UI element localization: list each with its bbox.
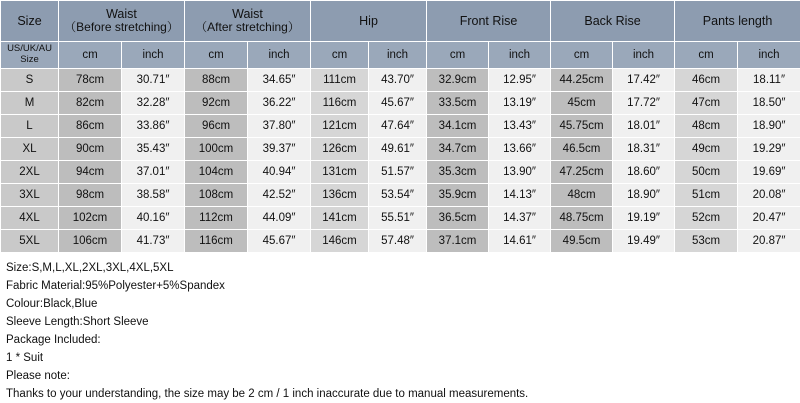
row-size-label: L: [1, 115, 59, 138]
cell: 35.9cm: [427, 184, 489, 207]
cell: 57.48″: [369, 230, 427, 253]
cell: 33.5cm: [427, 92, 489, 115]
table-row: [1, 69, 800, 92]
cell: 37.01″: [122, 161, 185, 184]
note-line: Size:S,M,L,XL,2XL,3XL,4XL,5XL: [6, 259, 794, 277]
cell: 33.86″: [122, 115, 185, 138]
table-row: [1, 138, 800, 161]
cell: 35.43″: [122, 138, 185, 161]
cell: 13.66″: [489, 138, 551, 161]
cell: 47.64″: [369, 115, 427, 138]
unit-cell: inch: [248, 42, 311, 69]
cell: 102cm: [59, 207, 122, 230]
header-waist-after-label: Waist: [232, 7, 263, 21]
cell: 49cm: [675, 138, 738, 161]
cell: 30.71″: [122, 69, 185, 92]
cell: 90cm: [59, 138, 122, 161]
cell: 146cm: [311, 230, 369, 253]
note-line: 1 * Suit: [6, 349, 794, 367]
cell: 13.19″: [489, 92, 551, 115]
table-row: [1, 161, 800, 184]
size-system-line2: Size: [20, 54, 38, 65]
row-size-label: 3XL: [1, 184, 59, 207]
cell: 94cm: [59, 161, 122, 184]
cell: 98cm: [59, 184, 122, 207]
cell: 14.37″: [489, 207, 551, 230]
header-front-rise: [427, 1, 551, 42]
cell: 34.7cm: [427, 138, 489, 161]
cell: 112cm: [185, 207, 248, 230]
cell: 17.72″: [613, 92, 675, 115]
cell: 45.67″: [248, 230, 311, 253]
size-system-line1: US/UK/AU: [7, 43, 52, 54]
header-waist-before: [59, 1, 185, 42]
cell: 12.95″: [489, 69, 551, 92]
header-waist-before-label: Waist: [106, 7, 137, 21]
unit-cell: inch: [738, 42, 800, 69]
header-waist-after-sub: （After stretching）: [185, 21, 310, 34]
cell: 20.87″: [738, 230, 800, 253]
unit-cell: inch: [489, 42, 551, 69]
cell: 53.54″: [369, 184, 427, 207]
cell: 18.11″: [738, 69, 800, 92]
cell: 13.43″: [489, 115, 551, 138]
cell: 36.22″: [248, 92, 311, 115]
cell: 136cm: [311, 184, 369, 207]
note-line: Sleeve Length:Short Sleeve: [6, 313, 794, 331]
table-row: [1, 115, 800, 138]
cell: 44.25cm: [551, 69, 613, 92]
product-notes: [0, 253, 800, 403]
cell: 116cm: [185, 230, 248, 253]
cell: 131cm: [311, 161, 369, 184]
header-back-rise-label: Back Rise: [584, 14, 640, 28]
unit-cell: cm: [427, 42, 489, 69]
cell: 37.1cm: [427, 230, 489, 253]
cell: 41.73″: [122, 230, 185, 253]
cell: 40.94″: [248, 161, 311, 184]
cell: 50cm: [675, 161, 738, 184]
cell: 141cm: [311, 207, 369, 230]
cell: 44.09″: [248, 207, 311, 230]
header-size-system: [1, 42, 59, 69]
cell: 19.49″: [613, 230, 675, 253]
cell: 45cm: [551, 92, 613, 115]
unit-cell: cm: [675, 42, 738, 69]
cell: 104cm: [185, 161, 248, 184]
unit-cell: cm: [311, 42, 369, 69]
row-size-label: S: [1, 69, 59, 92]
cell: 82cm: [59, 92, 122, 115]
cell: 46.5cm: [551, 138, 613, 161]
unit-cell: inch: [613, 42, 675, 69]
cell: 14.61″: [489, 230, 551, 253]
unit-cell: cm: [551, 42, 613, 69]
cell: 78cm: [59, 69, 122, 92]
cell: 18.01″: [613, 115, 675, 138]
cell: 121cm: [311, 115, 369, 138]
cell: 34.1cm: [427, 115, 489, 138]
cell: 53cm: [675, 230, 738, 253]
cell: 49.5cm: [551, 230, 613, 253]
unit-cell: inch: [369, 42, 427, 69]
header-size-label: Size: [17, 14, 41, 28]
cell: 37.80″: [248, 115, 311, 138]
cell: 17.42″: [613, 69, 675, 92]
table-row: [1, 92, 800, 115]
cell: 18.90″: [613, 184, 675, 207]
cell: 18.31″: [613, 138, 675, 161]
table-row: [1, 184, 800, 207]
unit-cell: cm: [185, 42, 248, 69]
header-group-row: [1, 1, 800, 42]
header-waist-before-sub: （Before stretching）: [59, 21, 184, 34]
row-size-label: 5XL: [1, 230, 59, 253]
cell: 42.52″: [248, 184, 311, 207]
cell: 32.9cm: [427, 69, 489, 92]
cell: 20.08″: [738, 184, 800, 207]
cell: 36.5cm: [427, 207, 489, 230]
cell: 45.67″: [369, 92, 427, 115]
cell: 38.58″: [122, 184, 185, 207]
cell: 39.37″: [248, 138, 311, 161]
unit-cell: inch: [122, 42, 185, 69]
cell: 100cm: [185, 138, 248, 161]
cell: 126cm: [311, 138, 369, 161]
cell: 86cm: [59, 115, 122, 138]
cell: 19.69″: [738, 161, 800, 184]
cell: 108cm: [185, 184, 248, 207]
cell: 18.90″: [738, 115, 800, 138]
header-hip-label: Hip: [359, 14, 378, 28]
header-size: [1, 1, 59, 42]
header-front-rise-label: Front Rise: [460, 14, 518, 28]
cell: 46cm: [675, 69, 738, 92]
cell: 92cm: [185, 92, 248, 115]
cell: 14.13″: [489, 184, 551, 207]
cell: 19.29″: [738, 138, 800, 161]
header-hip: [311, 1, 427, 42]
header-back-rise: [551, 1, 675, 42]
cell: 116cm: [311, 92, 369, 115]
row-size-label: M: [1, 92, 59, 115]
note-line: Please note:: [6, 367, 794, 385]
cell: 48cm: [675, 115, 738, 138]
cell: 47.25cm: [551, 161, 613, 184]
row-size-label: 2XL: [1, 161, 59, 184]
cell: 49.61″: [369, 138, 427, 161]
note-line: Package Included:: [6, 331, 794, 349]
header-pants-length-label: Pants length: [703, 14, 773, 28]
cell: 19.19″: [613, 207, 675, 230]
note-line: Colour:Black,Blue: [6, 295, 794, 313]
cell: 13.90″: [489, 161, 551, 184]
cell: 111cm: [311, 69, 369, 92]
header-waist-after: [185, 1, 311, 42]
header-unit-row: [1, 42, 800, 69]
unit-cell: cm: [59, 42, 122, 69]
cell: 18.60″: [613, 161, 675, 184]
cell: 55.51″: [369, 207, 427, 230]
row-size-label: XL: [1, 138, 59, 161]
header-pants-length: [675, 1, 800, 42]
table-row: [1, 230, 800, 253]
cell: 106cm: [59, 230, 122, 253]
cell: 52cm: [675, 207, 738, 230]
cell: 18.50″: [738, 92, 800, 115]
cell: 32.28″: [122, 92, 185, 115]
cell: 35.3cm: [427, 161, 489, 184]
note-line: Fabric Material:95%Polyester+5%Spandex: [6, 277, 794, 295]
cell: 34.65″: [248, 69, 311, 92]
cell: 51.57″: [369, 161, 427, 184]
size-chart-body: [1, 69, 800, 253]
cell: 20.47″: [738, 207, 800, 230]
table-row: [1, 207, 800, 230]
note-line: Thanks to your understanding, the size may be 2 cm / 1 inch inaccurate due to manual measurements.: [6, 385, 794, 403]
cell: 47cm: [675, 92, 738, 115]
cell: 40.16″: [122, 207, 185, 230]
cell: 48.75cm: [551, 207, 613, 230]
cell: 48cm: [551, 184, 613, 207]
row-size-label: 4XL: [1, 207, 59, 230]
cell: 96cm: [185, 115, 248, 138]
cell: 45.75cm: [551, 115, 613, 138]
cell: 88cm: [185, 69, 248, 92]
cell: 51cm: [675, 184, 738, 207]
cell: 43.70″: [369, 69, 427, 92]
